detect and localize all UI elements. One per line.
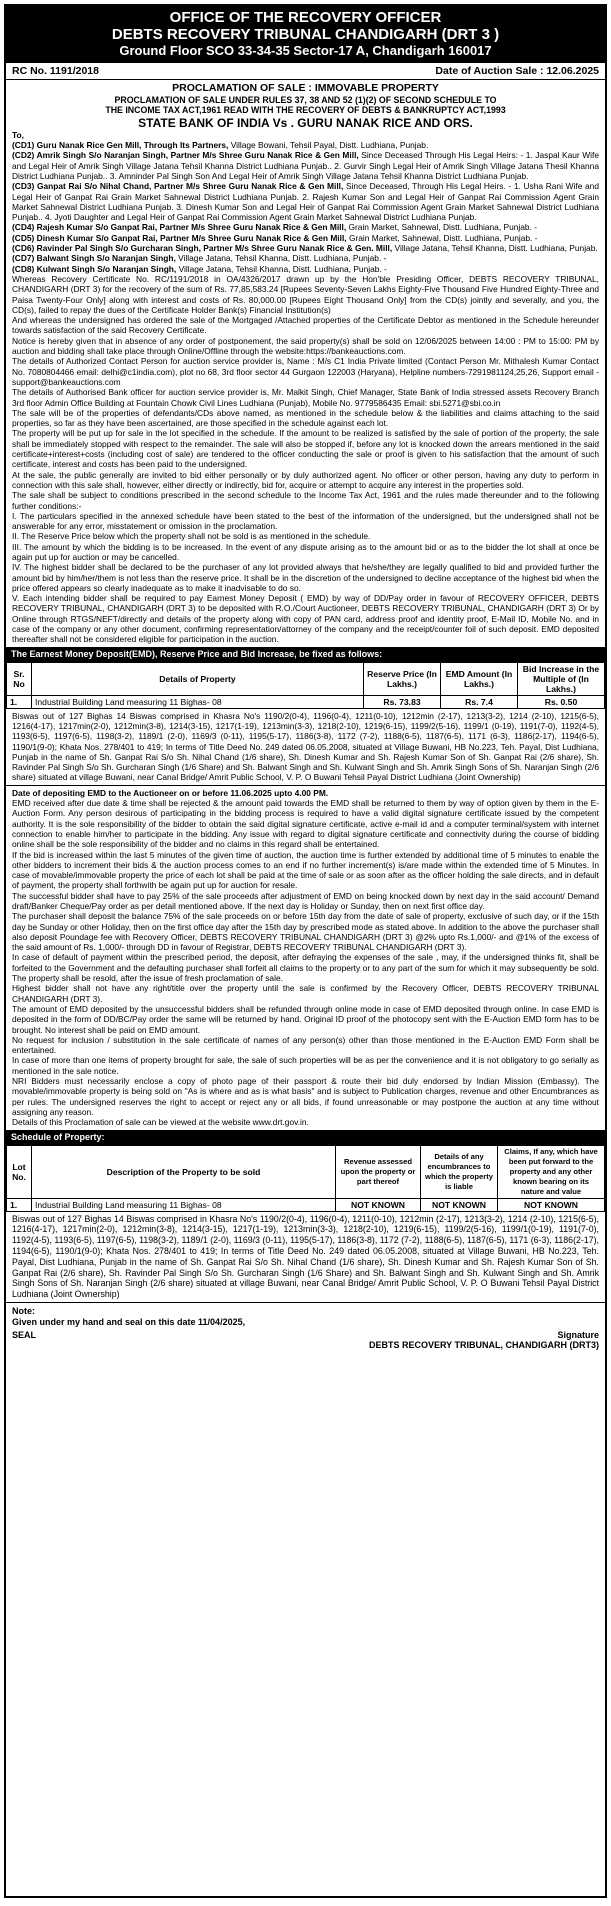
rules-line-2: THE INCOME TAX ACT,1961 READ WITH THE RECOVERY OF DEBTS & BANKRUPTCY ACT,1993 xyxy=(105,105,506,116)
condition-paragraph: Whereas Recovery Certificate No. RC/1191/2018 in OA/4326/2017 drawn up by the Hon'ble Presiding Officer, DEBTS RECOVERY TRIBUNAL, CHANDIGARH (DRT 3) for the recovery of the sum of Rs. 77,85,583.24 [Rupees Seventy-Seven Lakhs Eighty-Five Thousand Five Hundred Eighty-Three and Paisa Twenty-Four Only] along with interest and costs of Rs. 80,000.00 [Rupees Eight Thousand Only] from the CD(s) jointly and severally, and you, the CD(s), failed to repay the dues of the Certificate Holder Bank(s) Financial Institution(s) xyxy=(12,273,599,315)
tribunal-address: Ground Floor SCO 33-34-35 Sector-17 A, Chandigarh 160017 xyxy=(119,43,492,58)
auction-date: Date of Auction Sale : 12.06.2025 xyxy=(435,65,599,77)
emd-cell-details: Industrial Building Land measuring 11 Bighas- 08 xyxy=(32,695,364,708)
cd-item xyxy=(12,150,599,181)
cd-item xyxy=(12,181,599,222)
proclamation-page xyxy=(4,4,607,1898)
schedule-header-desc: Description of the Property to be sold xyxy=(32,1145,336,1198)
term-paragraph: EMD received after due date & time shall be rejected & the amount paid towards the EMD shall be returned to them by way of option given by them in the E-Auction Form. Any person desirous of participating in the bidding process is required to have a valid digital signature certificate issued by the competent authority. It is the sole responsibility of the bidder to obtain the said digital signature certificate, active e-mail id and a computer terminal/system with internet connection to enable him/her to participate in the bidding. Any issue with regard to digital signature certificate and connectivity during the course of bidding online shall be the sole responsibility of the bidder and no claims in this regard shall be entertained. xyxy=(12,798,599,850)
terms-section xyxy=(6,785,605,1130)
header-banner xyxy=(6,6,605,63)
cd-name: (CD3) Ganpat Rai S/o Nihal Chand, Partner M/s Shree Guru Nanak Rice & Gen Mill, xyxy=(12,181,344,192)
term-paragraph: The amount of EMD deposited by the unsuccessful bidders shall be refunded through online mode in case of EMD deposited through online. In case EMD is deposited in the form of DD/BC/Pay order the same will be returned by hand. Original ID proof of the photocopy sent with the E-Auction EMD form has to be brought. No interest shall be paid on EMD amount. xyxy=(12,1003,599,1035)
cd-list xyxy=(12,140,599,274)
term-paragraph: The purchaser shall deposit the balance 75% of the sale proceeds on or before 15th day from the date of sale of property, exclusive of such day, or if the 15th day be Sunday or other Holiday, then on the first office day after the 15th day by prescribed mode as stated above. In addition to the above the purchaser shall also deposit Poundage fee with Recovery Officer, DEBTS RECOVERY TRIBUNAL CHANDIGARH (DRT 3) @2% upto Rs.1,000/- and @1% of the excess of the said amount of Rs. 1,000/- through DD in favour of Registrar, DEBTS RECOVERY TRIBUNAL CHANDIGARH (DRT 3). xyxy=(12,911,599,953)
to-label: To, xyxy=(12,129,24,140)
cd-address: Village Bowani, Tehsil Payal, Distt. Ludhiana, Punjab. xyxy=(228,140,429,151)
term-paragraph: In case of default of payment within the prescribed period, the deposit, after defraying the expenses of the sale , may, if the undersigned thinks fit, shall be forfeited to the Government and the defaulting purchaser shall forfeit all claims to the property or to any part of the sum for which it may subsequently be sold. The property shall be resold, after the issue of fresh proclamation of sale. xyxy=(12,952,599,984)
seal-label: SEAL xyxy=(12,1329,37,1340)
schedule-cell-claims: NOT KNOWN xyxy=(498,1198,605,1211)
signature-label: Signature xyxy=(557,1329,599,1340)
footer-org: DEBTS RECOVERY TRIBUNAL, CHANDIGARH (DRT3) xyxy=(368,1339,599,1350)
emd-cell-reserve: Rs. 73.83 xyxy=(364,695,441,708)
cd-address: Grain Market, Sahnewal, Distt. Ludhiana, Punjab. - xyxy=(346,222,538,233)
cd-address: Village Jatana, Tehsil Khanna, Distt. Ludhiana, Punjab. - xyxy=(175,253,387,264)
case-title: STATE BANK OF INDIA Vs . GURU NANAK RICE AND ORS. xyxy=(138,115,473,130)
terms-list xyxy=(12,798,599,1128)
condition-paragraph: Notice is hereby given that in absence of any order of postponement, the said property(s) shall be sold on 12/06/2025 between 14:00 : PM to 15:00: PM by auction and bidding shall take place through Online/Offline through the website:https://bankeauctions.com. xyxy=(12,335,599,357)
condition-paragraph: V. Each intending bidder shall be required to pay Earnest Money Deposit ( EMD) by way of DD/Pay order in favour of RECOVERY OFFICER, DEBTS RECOVERY TRIBUNAL, CHANDIGARH (DRT 3) to be deposited with R.O./Court Auctioneer, DEBTS RECOVERY TRIBUNAL, CHANDIGARH (DRT 3) Or by Online through RTGS/NEFT/directly and details of the property along with copy of PAN card, address proof and identity proof, E-Mail ID, Mobile No. and in case of the company or any other document, confirming representation/attorney of the company and the receipt/counter foil of such deposit. EMD deposited thereafter shall not be considered eligible for participation in the auction. xyxy=(12,593,599,645)
schedule-header-claims: Claims, If any, which have been put forward to the property and any other known bearing on its nature and value xyxy=(498,1145,605,1198)
cd-address: Village Jatana, Tehsil Khanna, Distt. Ludhiana, Punjab. - xyxy=(176,263,387,274)
cd-item xyxy=(12,222,599,232)
condition-paragraph: The sale will be of the properties of defendants/CDs above named, as mentioned in the schedule below & the liabilities and claims attaching to the said properties, so far as they have been ascertained, are those specified in the schedule against each lot. xyxy=(12,407,599,429)
term-paragraph: Details of this Proclamation of sale can be viewed at the website www.drt.gov.in. xyxy=(12,1117,309,1128)
note-section xyxy=(6,1302,605,1330)
schedule-header-lot: Lot No. xyxy=(7,1145,32,1198)
term-paragraph: NRI Bidders must necessarily enclose a copy of photo page of their passport & route their bid duly endorsed by Indian Mission (Embassy). The movable/immovable property is being sold on "As is where and as is what basis" and is subject to Publication charges, revenue and other Encumbrances as per rules. The undersigned reserves the right to accept or reject any or all bids, if found unreasonable or may postpone the auction at any time without assigning any reason. xyxy=(12,1076,599,1117)
rc-row xyxy=(6,63,605,80)
term-paragraph: In case of more than one items of property brought for sale, the sale of such properties will be as per the convenience and it is not obligatory to go serially as mentioned in the sale notice. xyxy=(12,1055,599,1076)
cd-name: (CD7) Balwant Singh S/o Naranjan Singh, xyxy=(12,253,176,264)
cd-item xyxy=(12,243,599,253)
schedule-header-revenue: Revenue assessed upon the property or part thereof xyxy=(336,1145,421,1198)
emd-bar: The Earnest Money Deposit(EMD), Reserve Price and Bid Increase, be fixed as follows: xyxy=(6,647,605,662)
cd-name: (CD1) Guru Nanak Rice Gen Mill, Through Its Partners, xyxy=(12,140,229,151)
emd-header-reserve: Reserve Price (In Lakhs.) xyxy=(364,662,441,695)
notice-body xyxy=(6,80,605,647)
cd-address: Grain Market, Sahnewal, Distt. Ludhiana, Punjab. - xyxy=(346,232,538,243)
schedule-text: Biswas out of 127 Bighas 14 Biswas comprised in Khasra No's 1190/2(0-4), 1196(0-4), 1211(0-10), 1212min (2-17), 1213(3-2), 1214 (2-10), 1215(6-5), 1216(4-17), 1217min(2-0), 1212min(3-8), 1214(3-15), 1217(1-19), 1213min(3-3), 1218(2-10), 1219(6-15), 1199/2(5-16), 1199/1(0-19), 1191(7-0), 1192(4-5), 1193(6-5), 1197(6-5), 1198(3-2), 1189/1 (2-0), 1169/3 (0-11), 1195(5-17), 1186(3-8), 1172 (7-2), 1188(6-5), 1187(6-5), 1171 (6-3), 1186(2-17), 1194(6-5), 1190/1(9-0); Khata Nos. 278/401 to 419; In terms of Title Deed No. 249 dated 06.05.2008, situated at Village Buwani, HB No.223, Teh. Payal, Dist Ludhiana, Punjab in the name of Sh. Ganpat Rai S/o Sh. Nihal Chand (1/6 share), Sh. Dinesh Kumar and Sh. Rajesh Kumar Son of Sh. Ganpat Rai (2/6 share), Sh. Ravinder Pal Singh S/o Sh. Gurcharan Singh (1/6 Share) and Sh. Balwant Singh and Sh. Kulwant Singh and Sh. Amrik Singh Sons of Sh. Naranjan Singh (2/6 share) situated at village Buwani, near Canal Bridge/ Amrit Public School, V. P. O Buwani Tehsil Payal District Ludhiana (Joint Ownership) xyxy=(12,1213,599,1300)
schedule-bar: Schedule of Property: xyxy=(6,1130,605,1145)
cd-name: (CD5) Dinesh Kumar S/o Ganpat Rai, Partner M/s Shree Guru Nanak Rice & Gen Mill, xyxy=(12,232,347,243)
condition-paragraph: The details of Authorized Contact Person for auction service provider is, Name : M/s C1 India Private limited (Contact Person Mr. Mithalesh Kumar Contact No. 7080804466 email: delhi@c1india.com), plot no 68, 3rd floor sector 44 Gurgaon 122003 (Haryana), Helpline numbers-7291981124,25,26, Support email -support@bankeauctions.com xyxy=(12,356,599,387)
term-paragraph: If the bid is increased within the last 5 minutes of the given time of auction, the auction time is further extended by additional time of 5 minutes to enable the other bidders to increment their bids & the auction process comes to an end if no further increment(s) is/are made within the extended time of 5 Minutes. In case of movable/immovable property the price of each lot shall be paid at the time of sale or as soon after as the officer holding the sale directs, and in default of payment, the property shall forthwith be again put up for auction for resale. xyxy=(12,849,599,891)
cd-name: (CD2) Amrik Singh S/o Naranjan Singh, Partner M/s Shree Guru Nanak Rice & Gen Mill, xyxy=(12,150,359,161)
schedule-cell-desc: Industrial Building Land measuring 11 Bighas- 08 xyxy=(32,1198,336,1211)
emd-header-details: Details of Property xyxy=(32,662,364,695)
schedule-header-encumbrance: Details of any encumbrances to which the property is liable xyxy=(421,1145,498,1198)
cd-name: (CD8) Kulwant Singh S/o Naranjan Singh, xyxy=(12,263,177,274)
emd-cell-sr: 1. xyxy=(7,695,32,708)
emd-header-emd: EMD Amount (In Lakhs.) xyxy=(441,662,518,695)
condition-paragraph: The sale shall be subject to conditions prescribed in the second schedule to the Income Tax Act, 1961 and the rules made thereunder and to the following further conditions:- xyxy=(12,490,599,511)
property-description xyxy=(6,709,605,785)
schedule-cell-revenue: NOT KNOWN xyxy=(336,1198,421,1211)
signature-block xyxy=(369,1330,599,1350)
schedule-cell-lot: 1. xyxy=(7,1198,32,1211)
table-row xyxy=(7,695,605,708)
term-paragraph: No request for inclusion / substitution in the sale certificate of names of any person(s) other than those mentioned in the E-Auction EMD Form shall be entertained. xyxy=(12,1034,599,1056)
condition-paragraph: The details of Authorised Bank officer for auction service provider is, Mr. Malkit Singh, Chief Manager, State Bank of India stressed assets Recovery Branch 3rd floor Admin Office Building at Fountain Chowk Civil Lines Ludhiana (Punjab), Mobile No. 9779586435 Email: sbi.5271@sbi.co.in xyxy=(12,387,599,408)
signature-footer xyxy=(6,1330,605,1350)
tribunal-title: DEBTS RECOVERY TRIBUNAL CHANDIGARH (DRT 3 ) xyxy=(111,26,500,43)
term-paragraph: Highest bidder shall not have any right/title over the property until the sale is confirmed by the Recovery Officer, DEBTS RECOVERY TRIBUNAL CHANDIGARH (DRT 3). xyxy=(12,983,599,1004)
cd-address: Since Deceased Through His Legal Heirs: - 1. Jaspal Kaur Wife and Legal Heir of Amrik Singh Village Jatana Tehsil Khanna District Ludhiana Punjab.. 2. Gurvir Singh Legal Heir of Amrik Singh Village Jatana Thesil Khanna District Ludhiana Punjab.. 3. Amninder Pal Singh Son And Legal Heir of Amrik Singh Village Jatana Tehsil Khanna District Ludhiana Punjab. xyxy=(12,150,599,181)
cd-item xyxy=(12,264,599,274)
emd-cell-emd: Rs. 7.4 xyxy=(441,695,518,708)
condition-paragraph: At the sale, the public generally are invited to bid either personally or by duly authorized agent. No officer or other person, having any duty to perform in connection with this sale shall, however, either directly or indirectly, bid for, acquire or attempt to acquire any interest in the properties sold. xyxy=(12,469,599,490)
cd-name: (CD6) Ravinder Pal Singh S/o Gurcharan Singh, Partner M/s Shree Guru Nanak Rice & Gen. Mill, xyxy=(12,243,393,254)
emd-header-sr: Sr. No xyxy=(7,662,32,695)
cd-item xyxy=(12,233,599,243)
schedule-description xyxy=(6,1212,605,1302)
condition-paragraph: IV. The highest bidder shall be declared to be the purchaser of any lot provided always that he/she/they are legally qualified to bid and provided further the amount bid by him/her/them is not less than the reserve price. It shall be in the discretion of the undersigned to decline acceptance of the highest bid when the price offered appears so clearly inadequate as to make it inadvisable to do so. xyxy=(12,562,599,593)
cd-address: Village Jatana, Tehsil Khanna, Distt. Ludhiana, Punjab. xyxy=(392,243,598,254)
cd-item xyxy=(12,253,599,263)
property-text: Biswas out of 127 Bighas 14 Biswas comprised in Khasra No's 1190/2(0-4), 1196(0-4), 1211(0-10), 1212min (2-17), 1213(3-2), 1214 (2-10), 1215(6-5), 1216(4-17), 1217min(2-0), 1212min(3-8), 1214(3-15), 1217(1-19), 1213min(3-3), 1218(2-10), 1219(6-15), 1199/2(5-16), 1199/1 (0-19), 1191(7-0), 1192(4-5), 1193(6-5), 1197(6-5), 1198(3-2), 1189/1 (2-0), 1169/3 (0-11), 1195(5-17), 1186(3-8), 1172 (7-2), 1188(6-5), 1187(6-5), 1171 (6-3), 1186(2-17), 1194(6-5), 1190/1(9-0); Khata Nos. 278/401 to 419; In terms of Title Deed No. 249 dated 06.05.2008, situated at Village Buwani, HB No.223, Teh. Payal, Dist Ludhiana, Punjab in the name of Sh. Ganpat Rai S/o Sh. Nihal Chand (1/6 share), Sh. Dinesh Kumar and Sh. Rajesh Kumar Son of Sh. Ganpat Rai (2/6 share), Sh. Ravinder Pal Singh S/o Sh. Gurcharan Singh (1/6 Share) and Sh. Balwant Singh and Sh. Kulwant Singh and Sh. Amrik Singh Sons of Sh. Naranjan Singh (2/6 share) situated at village Buwani, near Canal Bridge/ Amrit Public School, V. P. O Buwani Tehsil Payal District Ludhiana (Joint Ownership) xyxy=(12,710,599,783)
office-title: OFFICE OF THE RECOVERY OFFICER xyxy=(169,9,442,26)
rc-number: RC No. 1191/2018 xyxy=(12,65,99,77)
condition-paragraph: I. The particulars specified in the annexed schedule have been stated to the best of the information of the undersigned, but the undersigned shall not be answerable for any error, misstatement or omission in the proclamation. xyxy=(12,510,599,532)
schedule-table xyxy=(6,1145,605,1212)
rules-line-1: PROCLAMATION OF SALE UNDER RULES 37, 38 AND 52 (1)(2) OF SECOND SCHEDULE TO xyxy=(114,95,497,105)
schedule-cell-encumbrance: NOT KNOWN xyxy=(421,1198,498,1211)
condition-paragraph: The property will be put up for sale in the lot specified in the schedule. If the amount to be realized is satisfied by the sale of portion of the property, the sale shall be immediately stopped with respect to the remainder. The sale will also be stopped if, before any lot is knocked down the arrears mentioned in the said certificate+interest+costs (including cost of sale) are tendered to the officer conducting the sale or proof is given to his satisfaction that the amount of such certificate, interest and costs has been paid to the undersigned. xyxy=(12,428,599,470)
table-row xyxy=(7,1198,605,1211)
given-under-line: Given under my hand and seal on this date 11/04/2025, xyxy=(12,1316,246,1327)
condition-paragraph: II. The Reserve Price below which the property shall not be sold is as mentioned in the schedule. xyxy=(12,531,371,542)
note-label: Note: xyxy=(12,1305,35,1316)
condition-paragraph: And whereas the undersigned has ordered the sale of the Mortgaged /Attached properties of the Certificate Debtor as mentioned in the Schedule hereunder towards satisfaction of the said Recovery Certificate. xyxy=(12,315,599,336)
proclamation-title: PROCLAMATION OF SALE : IMMOVABLE PROPERTY xyxy=(172,82,439,94)
emd-table xyxy=(6,662,605,709)
conditions-list xyxy=(12,274,599,645)
condition-paragraph: III. The amount by which the bidding is to be increased. In the event of any dispute arising as to the amount bid or as to the bidder the lot shall at once be again put up for auction or may be cancelled. xyxy=(12,541,599,562)
cd-item xyxy=(12,140,599,150)
emd-header-bid: Bid Increase in the Multiple of (In Lakhs.) xyxy=(518,662,605,695)
cd-name: (CD4) Rajesh Kumar S/o Ganpat Rai, Partner M/s Shree Guru Nanak Rice & Gen Mill, xyxy=(12,222,347,233)
emd-deadline: Date of depositing EMD to the Auctioneer on or before 11.06.2025 upto 4.00 PM. xyxy=(12,787,329,798)
term-paragraph: The successful bidder shall have to pay 25% of the sale proceeds after adjustment of EMD on being knocked down by next day in the said account/ Demand draft/Banker Cheque/Pay order as per detail mentioned above. If the next day is Holiday or Sunday, then on next first office day. xyxy=(12,890,599,911)
emd-cell-bid: Rs. 0.50 xyxy=(518,695,605,708)
cd-address: Since Deceased, Through His Legal Heirs. - 1. Usha Rani Wife and Legal Heir of Ganpat Rai Grain Market Sahnewal District Ludhiana Punjab. 2. Rajesh Kumar Son and Legal Heir of Ganpat Rai Commission Agent Grain Market Sahnewal District Ludhiana Punjab. 3. Dinesh Kumar Son and Legal Heir of Ganpat Rai Commission Agent Grain Market Sahnewal District Ludhiana Punjab.. 4. Jyoti Daughter and Legal Heir of Ganpat Rai Commission Agent Grain Market Sahnewal District Ludhiana Punjab. xyxy=(12,181,599,223)
